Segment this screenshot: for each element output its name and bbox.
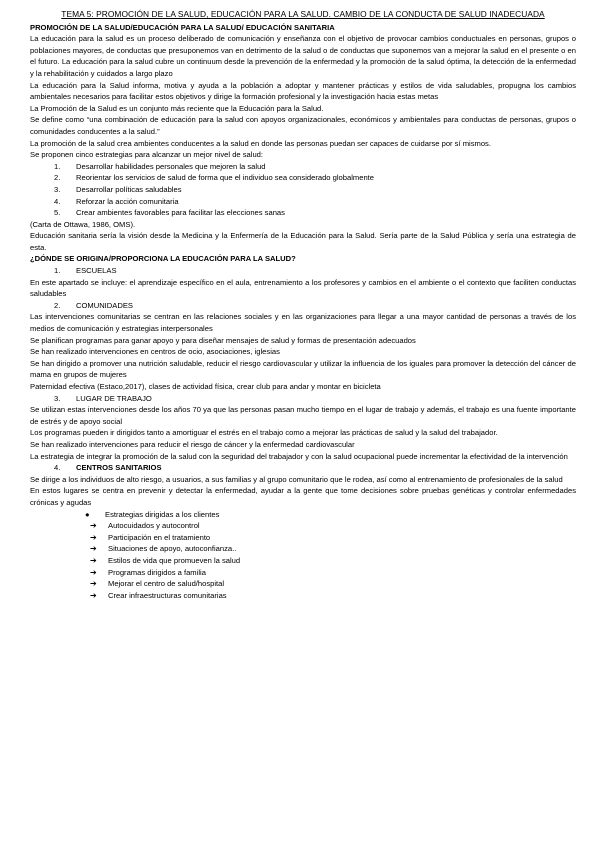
citation: (Carta de Ottawa, 1986, OMS).: [30, 219, 136, 229]
list-item: ➔ Estilos de vida que promueven la salud: [90, 555, 241, 565]
arrow-icon: ➔: [90, 567, 97, 577]
document-title: TEMA 5: PROMOCIÓN DE LA SALUD, EDUCACIÓN PARA LA SALUD. CAMBIO DE LA CONDUCTA DE SALUD INADECUADA: [61, 9, 545, 19]
list-item: 4. Reforzar la acción comunitaria: [54, 196, 179, 206]
paragraph: La educación para la Salud informa, motiva y ayuda a la población a adoptar y mantener prácticas y estilos de vida saludables, propugna los cambios ambientales necesarios para facilitar estos objetivos y dirige la formación profesional y la investigación hacia estas metas: [30, 80, 576, 102]
paragraph: La promoción de la salud crea ambientes conducentes a la salud en donde las personas puedan ser capaces de cuidarse por sí mismos.: [30, 138, 491, 148]
list-item: 2. Reorientar los servicios de salud de forma que el individuo sea considerado globalmente: [54, 173, 375, 183]
list-item: 1. Desarrollar habilidades personales que mejoren la salud: [54, 161, 266, 171]
subsection-comunidades: 2. COMUNIDADES: [54, 300, 133, 310]
list-item: 5. Crear ambientes favorables para facilitar las elecciones sanas: [54, 208, 285, 218]
arrow-icon: ➔: [90, 555, 97, 565]
paragraph: La educación para la salud es un proceso deliberado de comunicación y enseñanza con el objetivo de provocar cambios conductuales en personas, grupos o poblaciones mayores, de conductas que presuponemos van en detrimento de la salud o de conductas que suponemos van a mejorar la salud en el presente o en el futuro. La educación para la salud cubre un continuum desde la prevención de la enfermedad y la promoción de la salud óptima, la detección de la enfermedad y la rehabilitación y cuidados a largo plazo: [30, 34, 576, 78]
arrow-icon: ➔: [90, 579, 97, 589]
paragraph: Se planifican programas para ganar apoyo y para diseñar mensajes de salud y formas de presentación adecuados: [30, 335, 416, 345]
paragraph: La Promoción de la Salud es un conjunto más reciente que la Educación para la Salud.: [30, 103, 324, 113]
paragraph: En este apartado se incluye: el aprendizaje específico en el aula, entrenamiento a los profesores y cambios en el ambiente o el contexto que faciliten conductas saludables: [30, 277, 576, 299]
paragraph: Se han realizado intervenciones en centros de ocio, asociaciones, iglesias: [30, 347, 280, 357]
paragraph: Educación sanitaria sería la visión desde la Medicina y la Enfermería de la Educación para la Salud. Sería parte de la Salud Pública y sería una estrategia de esta.: [30, 231, 576, 252]
client-strategies-list: [30, 520, 576, 601]
document-page: [30, 9, 576, 601]
arrow-icon: ➔: [90, 532, 97, 542]
list-item: ➔ Situaciones de apoyo, autoconfianza..: [90, 544, 237, 554]
paragraph: Paternidad efectiva (Estaco,2017), clases de actividad física, crear club para andar y montar en bicicleta: [30, 382, 381, 391]
paragraph: Se proponen cinco estrategias para alcanzar un mejor nivel de salud:: [30, 150, 264, 160]
paragraph: Se han dirigido a promover una nutrición saludable, reducir el riesgo cardiovascular y utilizar la influencia de los iguales para promover la detección del cáncer de mama en grupos de mujeres: [30, 358, 576, 380]
list-item: ➔ Mejorar el centro de salud/hospital: [90, 579, 225, 589]
paragraph: Se dirige a los individuos de alto riesgo, a usuarios, a sus familias y al grupo comunitario que le rodea, así como al entrenamiento de profesionales de la salud: [30, 474, 563, 484]
section-heading-donde: ¿DÓNDE SE ORIGINA/PROPORCIONA LA EDUCACIÓN PARA LA SALUD?: [30, 254, 296, 264]
paragraph: Los programas pueden ir dirigidos tanto a amortiguar el estrés en el trabajo como a mejorar las prácticas de salud y la salud del trabajador.: [30, 428, 498, 438]
paragraph: Se define como “una combinación de educación para la salud con apoyos organizacionales, económicos y ambientales para conductas de personas, grupos o comunidades conducentes a la salud.”: [30, 115, 576, 136]
paragraph: Las intervenciones comunitarias se centran en las relaciones sociales y en las organizaciones para llegar a una mayor cantidad de personas a través de los medios de comunicación y estrategias interpersonales: [30, 312, 576, 334]
subsection-centros-sanitarios: 4. CENTROS SANITARIOS: [54, 463, 162, 473]
arrow-icon: ➔: [90, 590, 97, 600]
list-item: 3. Desarrollar políticas saludables: [54, 184, 182, 194]
arrow-icon: ➔: [90, 521, 97, 531]
subsection-escuelas: 1. ESCUELAS: [54, 266, 117, 276]
list-item: ➔ Participación en el tratamiento: [90, 532, 211, 542]
paragraph: En estos lugares se centra en prevenir y detectar la enfermedad, ayudar a la gente que tome decisiones sobre pruebas genéticas y controlar enfermedades crónicas y agudas: [30, 486, 576, 507]
paragraph: Se han realizado intervenciones para reducir el riesgo de cáncer y la enfermedad cardiovascular: [30, 439, 355, 449]
subsection-lugar-de-trabajo: 3. LUGAR DE TRABAJO: [54, 393, 152, 403]
paragraph: La estrategia de integrar la promoción de la salud con la seguridad del trabajador y con la salud ocupacional puede incrementar la efectividad de la intervención: [30, 451, 568, 461]
list-item: ➔ Programas dirigidos a familia: [90, 567, 206, 577]
strategies-list: [30, 161, 576, 219]
arrow-icon: ➔: [90, 544, 97, 554]
paragraph: Se utilizan estas intervenciones desde los años 70 ya que las personas pasan mucho tiempo en el lugar de trabajo y además, el trabajo es una fuente importante de estrés y de apoyo social: [30, 405, 576, 426]
list-item: ➔ Crear infraestructuras comunitarias: [90, 590, 227, 600]
list-item: ➔ Autocuidados y autocontrol: [90, 521, 200, 531]
section-heading-promocion: PROMOCIÓN DE LA SALUD/EDUCACIÓN PARA LA SALUD/ EDUCACIÓN SANITARIA: [30, 22, 335, 32]
bullet-item: ● Estrategias dirigidas a los clientes: [85, 509, 220, 519]
bullet-icon: ●: [85, 509, 90, 519]
